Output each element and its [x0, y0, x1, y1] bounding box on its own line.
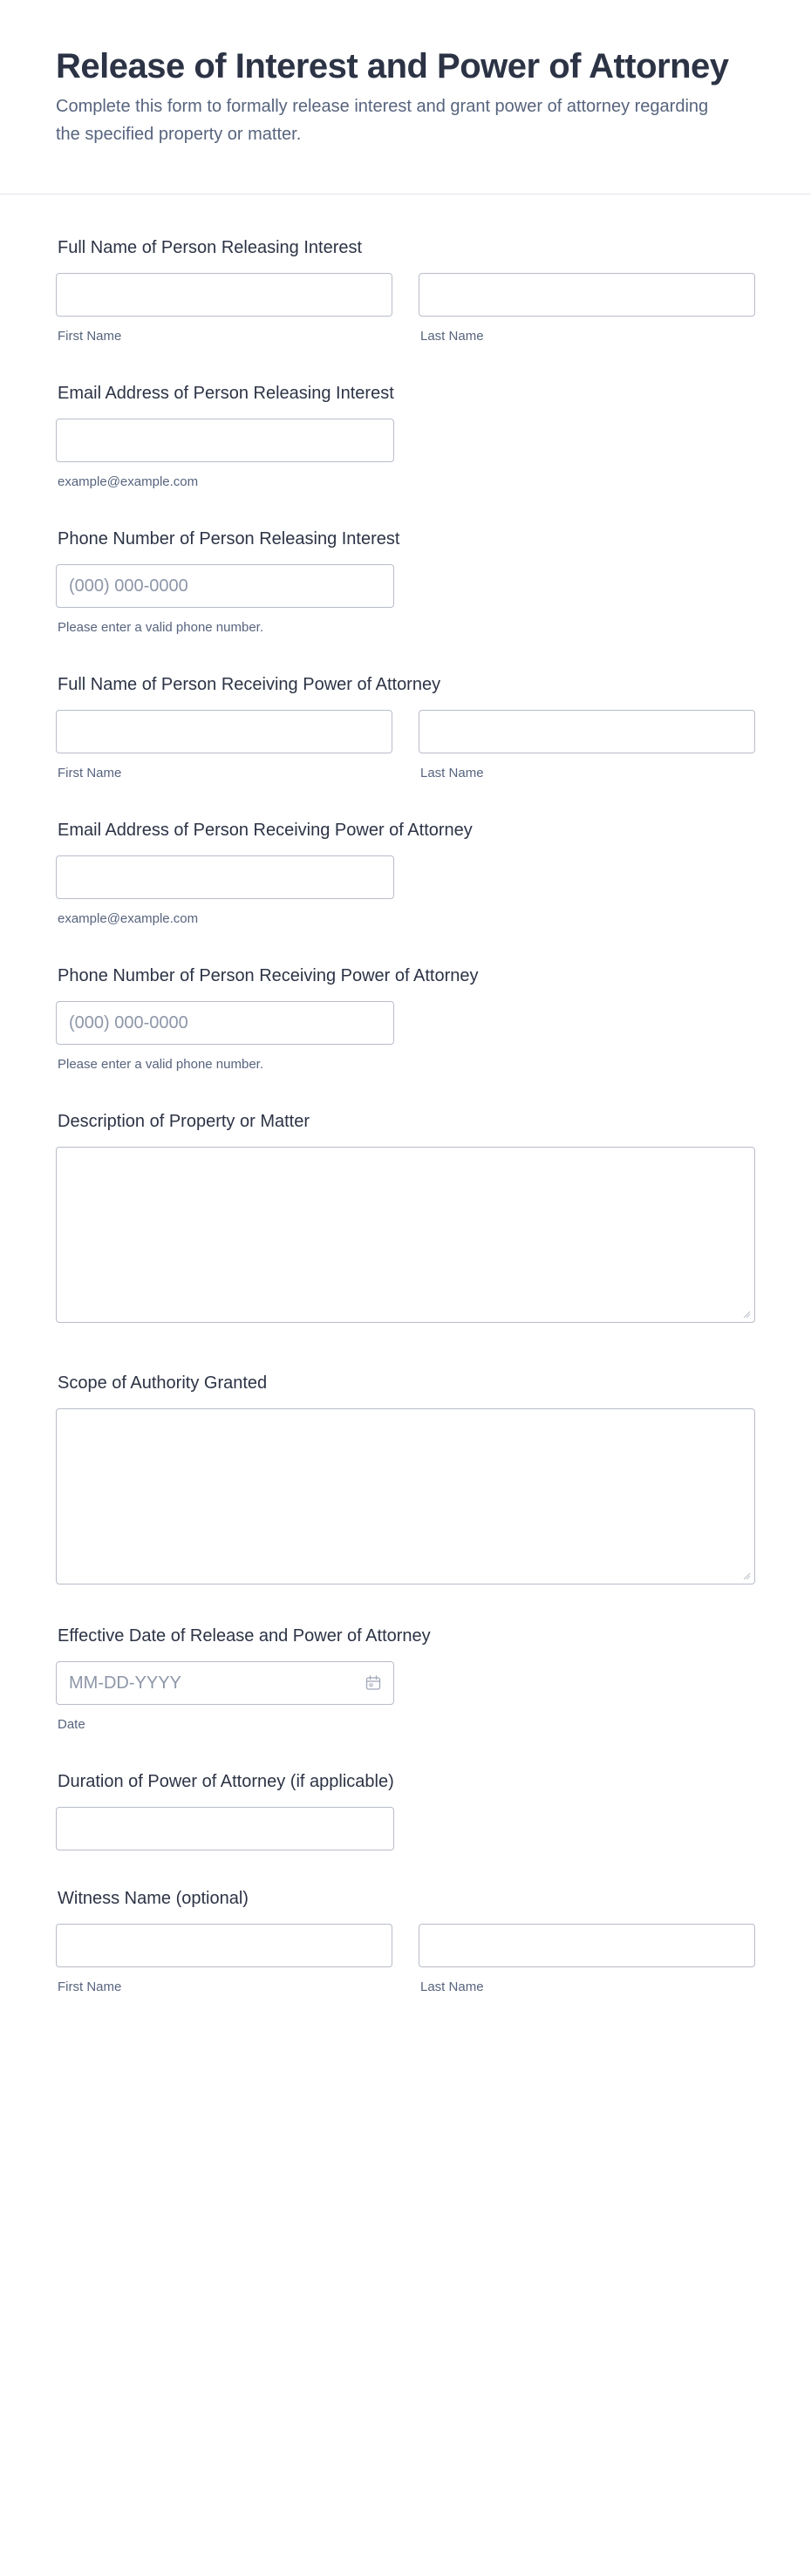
effective-date-wrap [56, 1661, 394, 1705]
releaser-phone-label: Phone Number of Person Releasing Interest [58, 529, 400, 549]
calendar-icon[interactable] [365, 1674, 382, 1692]
field-releaser-name [56, 236, 755, 344]
field-releaser-email [56, 382, 755, 490]
releaser-email-input[interactable] [56, 419, 394, 462]
releaser-email-sublabel: example@example.com [58, 474, 199, 489]
attorney-phone-label: Phone Number of Person Receiving Power of Attorney [58, 966, 479, 985]
field-witness-name [56, 1887, 755, 1995]
form-title: Release of Interest and Power of Attorney [56, 47, 729, 85]
field-effective-date [56, 1625, 755, 1733]
attorney-last-name-input[interactable] [419, 710, 755, 753]
witness-first-name-input[interactable] [56, 1924, 392, 1967]
field-scope [56, 1372, 755, 1584]
attorney-last-name-sublabel: Last Name [420, 766, 484, 780]
witness-last-name-col [419, 1924, 755, 1995]
field-attorney-email [56, 819, 755, 927]
releaser-phone-input[interactable] [56, 564, 394, 608]
field-description [56, 1110, 755, 1323]
form-body [0, 194, 811, 1995]
effective-date-label: Effective Date of Release and Power of Attorney [58, 1626, 431, 1646]
releaser-last-name-sublabel: Last Name [420, 329, 484, 344]
attorney-email-sublabel: example@example.com [58, 911, 199, 926]
witness-last-name-input[interactable] [419, 1924, 755, 1967]
attorney-email-label: Email Address of Person Receiving Power of Attorney [58, 821, 473, 840]
attorney-first-name-col [56, 710, 392, 781]
attorney-last-name-col [419, 710, 755, 781]
attorney-first-name-sublabel: First Name [58, 766, 122, 780]
attorney-name-row [56, 710, 755, 781]
attorney-name-label: Full Name of Person Receiving Power of Attorney [58, 675, 441, 694]
releaser-name-label: Full Name of Person Releasing Interest [58, 238, 363, 257]
releaser-first-name-col [56, 273, 392, 344]
duration-label: Duration of Power of Attorney (if applicable) [58, 1772, 394, 1791]
resize-handle-icon[interactable] [743, 1311, 751, 1319]
description-textarea[interactable] [56, 1147, 755, 1323]
scope-textarea-wrap [56, 1408, 755, 1584]
releaser-last-name-input[interactable] [419, 273, 755, 317]
attorney-phone-input[interactable] [56, 1001, 394, 1045]
effective-date-sublabel: Date [58, 1717, 85, 1732]
resize-handle-icon[interactable] [743, 1572, 751, 1580]
releaser-first-name-input[interactable] [56, 273, 392, 317]
description-textarea-wrap [56, 1147, 755, 1323]
witness-last-name-sublabel: Last Name [420, 1980, 484, 1994]
description-label: Description of Property or Matter [58, 1112, 310, 1131]
field-attorney-phone [56, 964, 755, 1073]
attorney-email-input[interactable] [56, 855, 394, 899]
releaser-name-row [56, 273, 755, 344]
effective-date-input[interactable] [56, 1661, 394, 1705]
scope-label: Scope of Authority Granted [58, 1373, 268, 1393]
duration-input[interactable] [56, 1807, 394, 1850]
witness-name-row [56, 1924, 755, 1995]
releaser-phone-sublabel: Please enter a valid phone number. [58, 620, 263, 635]
attorney-first-name-input[interactable] [56, 710, 392, 753]
field-releaser-phone [56, 528, 755, 636]
witness-name-label: Witness Name (optional) [58, 1889, 249, 1908]
form-header [0, 0, 811, 194]
field-duration [56, 1770, 755, 1850]
witness-first-name-col [56, 1924, 392, 1995]
releaser-email-label: Email Address of Person Releasing Interest [58, 384, 394, 403]
witness-first-name-sublabel: First Name [58, 1980, 122, 1994]
releaser-first-name-sublabel: First Name [58, 329, 122, 344]
field-attorney-name [56, 673, 755, 781]
form-subtitle: Complete this form to formally release interest and grant power of attorney regarding the specified property or matter. [56, 97, 709, 144]
releaser-last-name-col [419, 273, 755, 344]
attorney-phone-sublabel: Please enter a valid phone number. [58, 1057, 263, 1072]
scope-textarea[interactable] [56, 1408, 755, 1584]
